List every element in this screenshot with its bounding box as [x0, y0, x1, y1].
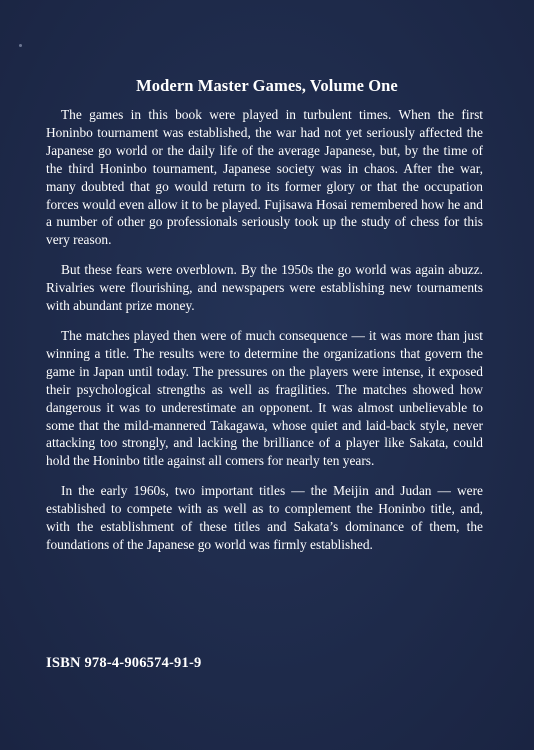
book-title: Modern Master Games, Volume One	[136, 76, 398, 95]
blurb-paragraph: The matches played then were of much consequence — it was more than just winning a title. The results were to determine the organizations that govern the game in Japan until today. The pressures on the players were intense, it exposed their psychological strengths as well as fragilities. The matches showed how dangerous it was to underestimate an opponent. It was almost unbelievable to some that the mild-mannered Takagawa, whose quiet and laid-back style, never attacking too strongly, and lacking the brilliance of a player like Sakata, could hold the Honinbo title against all comers for nearly ten years.	[46, 327, 483, 469]
print-speck	[19, 44, 22, 47]
isbn-number: ISBN 978-4-906574-91-9	[46, 655, 202, 671]
blurb-paragraph: But these fears were overblown. By the 1950s the go world was again abuzz. Rivalries were flourishing, and newspapers were establishing new tournaments with abundant prize money.	[46, 262, 483, 314]
cover-blurb	[46, 106, 483, 566]
blurb-paragraph: In the early 1960s, two important titles — the Meijin and Judan — were established to compete with as well as to complement the Honinbo title, and, with the establishment of these titles and Sakata’s dominance of them, the foundations of the Japanese go world was firmly established.	[46, 483, 483, 552]
blurb-paragraph: The games in this book were played in turbulent times. When the first Honinbo tournament was established, the war had not yet seriously affected the Japanese go world or the daily life of the average Japanese, but, by the time of the third Honinbo tournament, Japanese society was in chaos. After the war, many doubted that go would return to its former glory or that the occupation forces would even allow it to be played. Fujisawa Hosai remembered how he and a number of other go professionals seriously took up the study of chess for this very reason.	[46, 107, 483, 248]
